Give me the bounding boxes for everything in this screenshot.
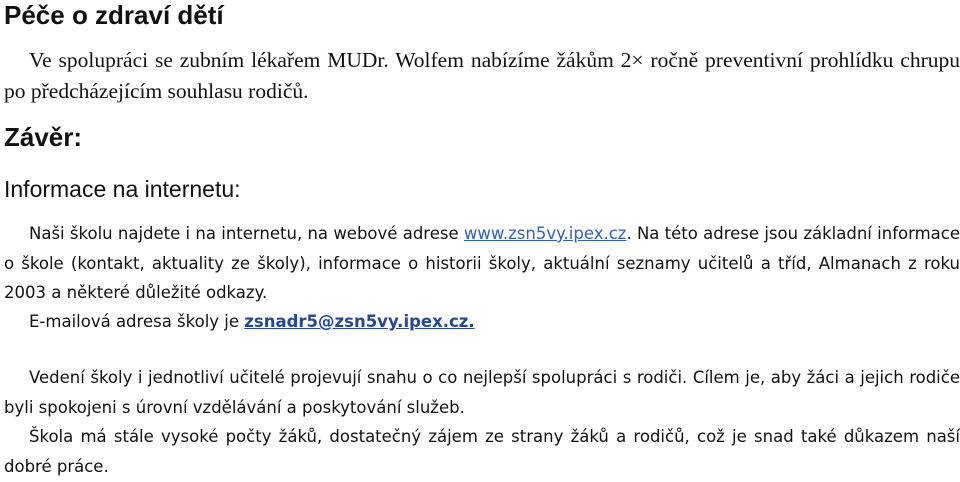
school-email-link[interactable]: zsnadr5@zsn5vy.ipex.cz. — [244, 312, 475, 331]
conclusion-heading: Závěr: — [4, 122, 83, 152]
email-paragraph — [4, 307, 960, 337]
website-link[interactable]: www.zsn5vy.ipex.cz — [463, 224, 627, 243]
cooperation-text: Vedení školy i jednotliví učitelé projevují snahu o co nejlepší spolupráci s rodiči. Cílem je, aby žáci a jejich rodiče byli spokojeni s úrovní vzdělávání a poskytování služeb. — [4, 368, 960, 417]
internet-paragraph — [4, 219, 960, 308]
page-title: Péče o zdraví dětí — [4, 0, 224, 30]
email-text-before-link: E-mailová adresa školy je — [29, 312, 240, 331]
internet-heading: Informace na internetu: — [4, 176, 241, 202]
school-quality-text: Škola má stále vysoké počty žáků, dostatečný zájem ze strany žáků a rodičů, což je snad také důkazem naší dobré práce. — [4, 427, 960, 476]
cooperation-paragraph — [4, 363, 960, 422]
dental-care-text: Ve spolupráci se zubním lékařem MUDr. Wolfem nabízíme žákům 2× ročně preventivní prohlídku chrupu po předcházejícím souhlasu rodičů. — [4, 48, 960, 103]
dental-care-paragraph — [4, 45, 960, 107]
internet-text-before-link: Naši školu najdete i na internetu, na webové adrese — [29, 224, 459, 243]
internet-text-after-link: . Na této adrese jsou základní informace o škole (kontakt, aktuality ze školy), informace o historii školy, aktuální seznamy učitelů a tříd, Almanach z roku 2003 a některé důležité odkazy. — [4, 224, 960, 302]
school-quality-paragraph — [4, 422, 960, 481]
